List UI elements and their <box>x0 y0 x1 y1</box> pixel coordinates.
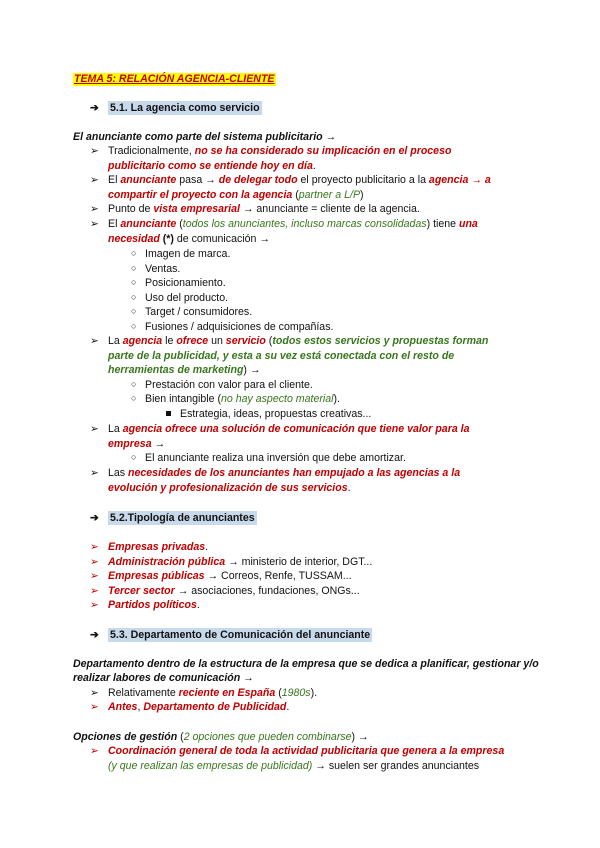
circle-bullet-icon: ○ <box>131 248 137 258</box>
sub-list-item: ○ Prestación con valor para el cliente. <box>131 379 313 391</box>
list-item: ➢ Antes, Departamento de Publicidad. <box>90 701 290 713</box>
list-item: ➢ Partidos políticos. <box>90 599 200 611</box>
sub-list-item: ○ Posicionamiento. <box>131 277 226 289</box>
circle-bullet-icon: ○ <box>131 292 137 302</box>
triangle-bullet-icon: ➢ <box>90 335 99 347</box>
sub-list-item: ○ Ventas. <box>131 263 181 275</box>
sub-list-item: ○ Bien intangible (no hay aspecto material). <box>131 393 340 405</box>
triangle-bullet-icon: ➢ <box>90 423 99 435</box>
square-bullet-icon <box>166 411 171 416</box>
arrow-icon: ➔ <box>90 102 99 114</box>
list-item: ➢ Relativamente reciente en España (1980s). <box>90 687 318 699</box>
circle-bullet-icon: ○ <box>131 321 137 331</box>
sub-list-item: ○ Target / consumidores. <box>131 306 253 318</box>
arrow-icon: ➔ <box>90 629 99 641</box>
list-item: ➢ Empresas públicas → Correos, Renfe, TUSSAM... <box>90 570 352 582</box>
triangle-bullet-icon: ➢ <box>90 203 99 215</box>
triangle-bullet-icon: ➢ <box>90 467 99 479</box>
triangle-bullet-icon: ➢ <box>90 687 99 699</box>
triangle-bullet-icon: ➢ <box>90 218 99 230</box>
triangle-bullet-icon: ➢ <box>90 570 99 582</box>
intro-paragraph-opciones: Opciones de gestión (2 opciones que pueden combinarse) → <box>73 731 369 743</box>
circle-bullet-icon: ○ <box>131 452 137 462</box>
triangle-bullet-icon: ➢ <box>90 585 99 597</box>
list-item: ➢ El anunciante pasa → de delegar todo el proyecto publicitario a la agencia → a compartir el proyecto con la agencia (partner a L/P) <box>90 174 491 201</box>
sub-list-item: ○ Uso del producto. <box>131 292 229 304</box>
list-item: ➢ Tradicionalmente, no se ha considerado su implicación en el proceso publicitario como se entiende hoy en día. <box>90 145 452 172</box>
list-item: ➢ El anunciante (todos los anunciantes, incluso marcas consolidadas) tiene una necesidad (*) de comunicación → <box>90 218 478 245</box>
circle-bullet-icon: ○ <box>131 263 137 273</box>
sub-list-item: ○ Fusiones / adquisiciones de compañías. <box>131 321 334 333</box>
triangle-bullet-icon: ➢ <box>90 556 99 568</box>
triangle-bullet-icon: ➢ <box>90 145 99 157</box>
triangle-bullet-icon: ➢ <box>90 174 99 186</box>
arrow-icon: ➔ <box>90 512 99 524</box>
list-item: ➢ Tercer sector → asociaciones, fundaciones, ONGs... <box>90 585 360 597</box>
document-title: TEMA 5: RELACIÓN AGENCIA-CLIENTE <box>74 73 275 85</box>
triangle-bullet-icon: ➢ <box>90 701 99 713</box>
list-item: ➢ Las necesidades de los anunciantes han empujado a las agencias a la evolución y profesionalización de sus servicios. <box>90 467 461 494</box>
sub-sub-list-item: Estrategia, ideas, propuestas creativas... <box>166 407 506 422</box>
sub-list-item: ○ El anunciante realiza una inversión que debe amortizar. <box>131 452 406 464</box>
circle-bullet-icon: ○ <box>131 379 137 389</box>
circle-bullet-icon: ○ <box>131 306 137 316</box>
list-item: ➢ Coordinación general de toda la actividad publicitaria que genera a la empresa (y que realizan las empresas de publicidad) → suelen ser grandes anunciantes <box>90 745 505 772</box>
list-item: ➢ Administración pública → ministerio de interior, DGT... <box>90 556 373 568</box>
intro-paragraph-anunciante: El anunciante como parte del sistema publicitario → <box>73 131 337 143</box>
triangle-bullet-icon: ➢ <box>90 541 99 553</box>
section-heading-5-1: ➔ 5.1. La agencia como servicio <box>90 102 260 114</box>
list-item: ➢ La agencia ofrece una solución de comunicación que tiene valor para la empresa → <box>90 423 470 450</box>
triangle-bullet-icon: ➢ <box>90 599 99 611</box>
list-item: ➢ La agencia le ofrece un servicio (todos estos servicios y propuestas forman parte de la publicidad, y esta a su vez está conectada con el resto de herramientas de marketing) → <box>90 335 489 376</box>
circle-bullet-icon: ○ <box>131 393 137 403</box>
sub-list-item: ○ Imagen de marca. <box>131 248 231 260</box>
section-heading-5-2: ➔ 5.2.Tipología de anunciantes <box>90 512 255 524</box>
section-heading-5-3: ➔ 5.3. Departamento de Comunicación del anunciante <box>90 629 371 641</box>
list-item: ➢ Empresas privadas. <box>90 541 209 553</box>
intro-paragraph-departamento: Departamento dentro de la estructura de la empresa que se dedica a planificar, gestionar y/o realizar labores de comunicación → <box>73 658 539 684</box>
triangle-bullet-icon: ➢ <box>90 745 99 757</box>
circle-bullet-icon: ○ <box>131 277 137 287</box>
list-item: ➢ Punto de vista empresarial → anunciante = cliente de la agencia. <box>90 203 420 215</box>
